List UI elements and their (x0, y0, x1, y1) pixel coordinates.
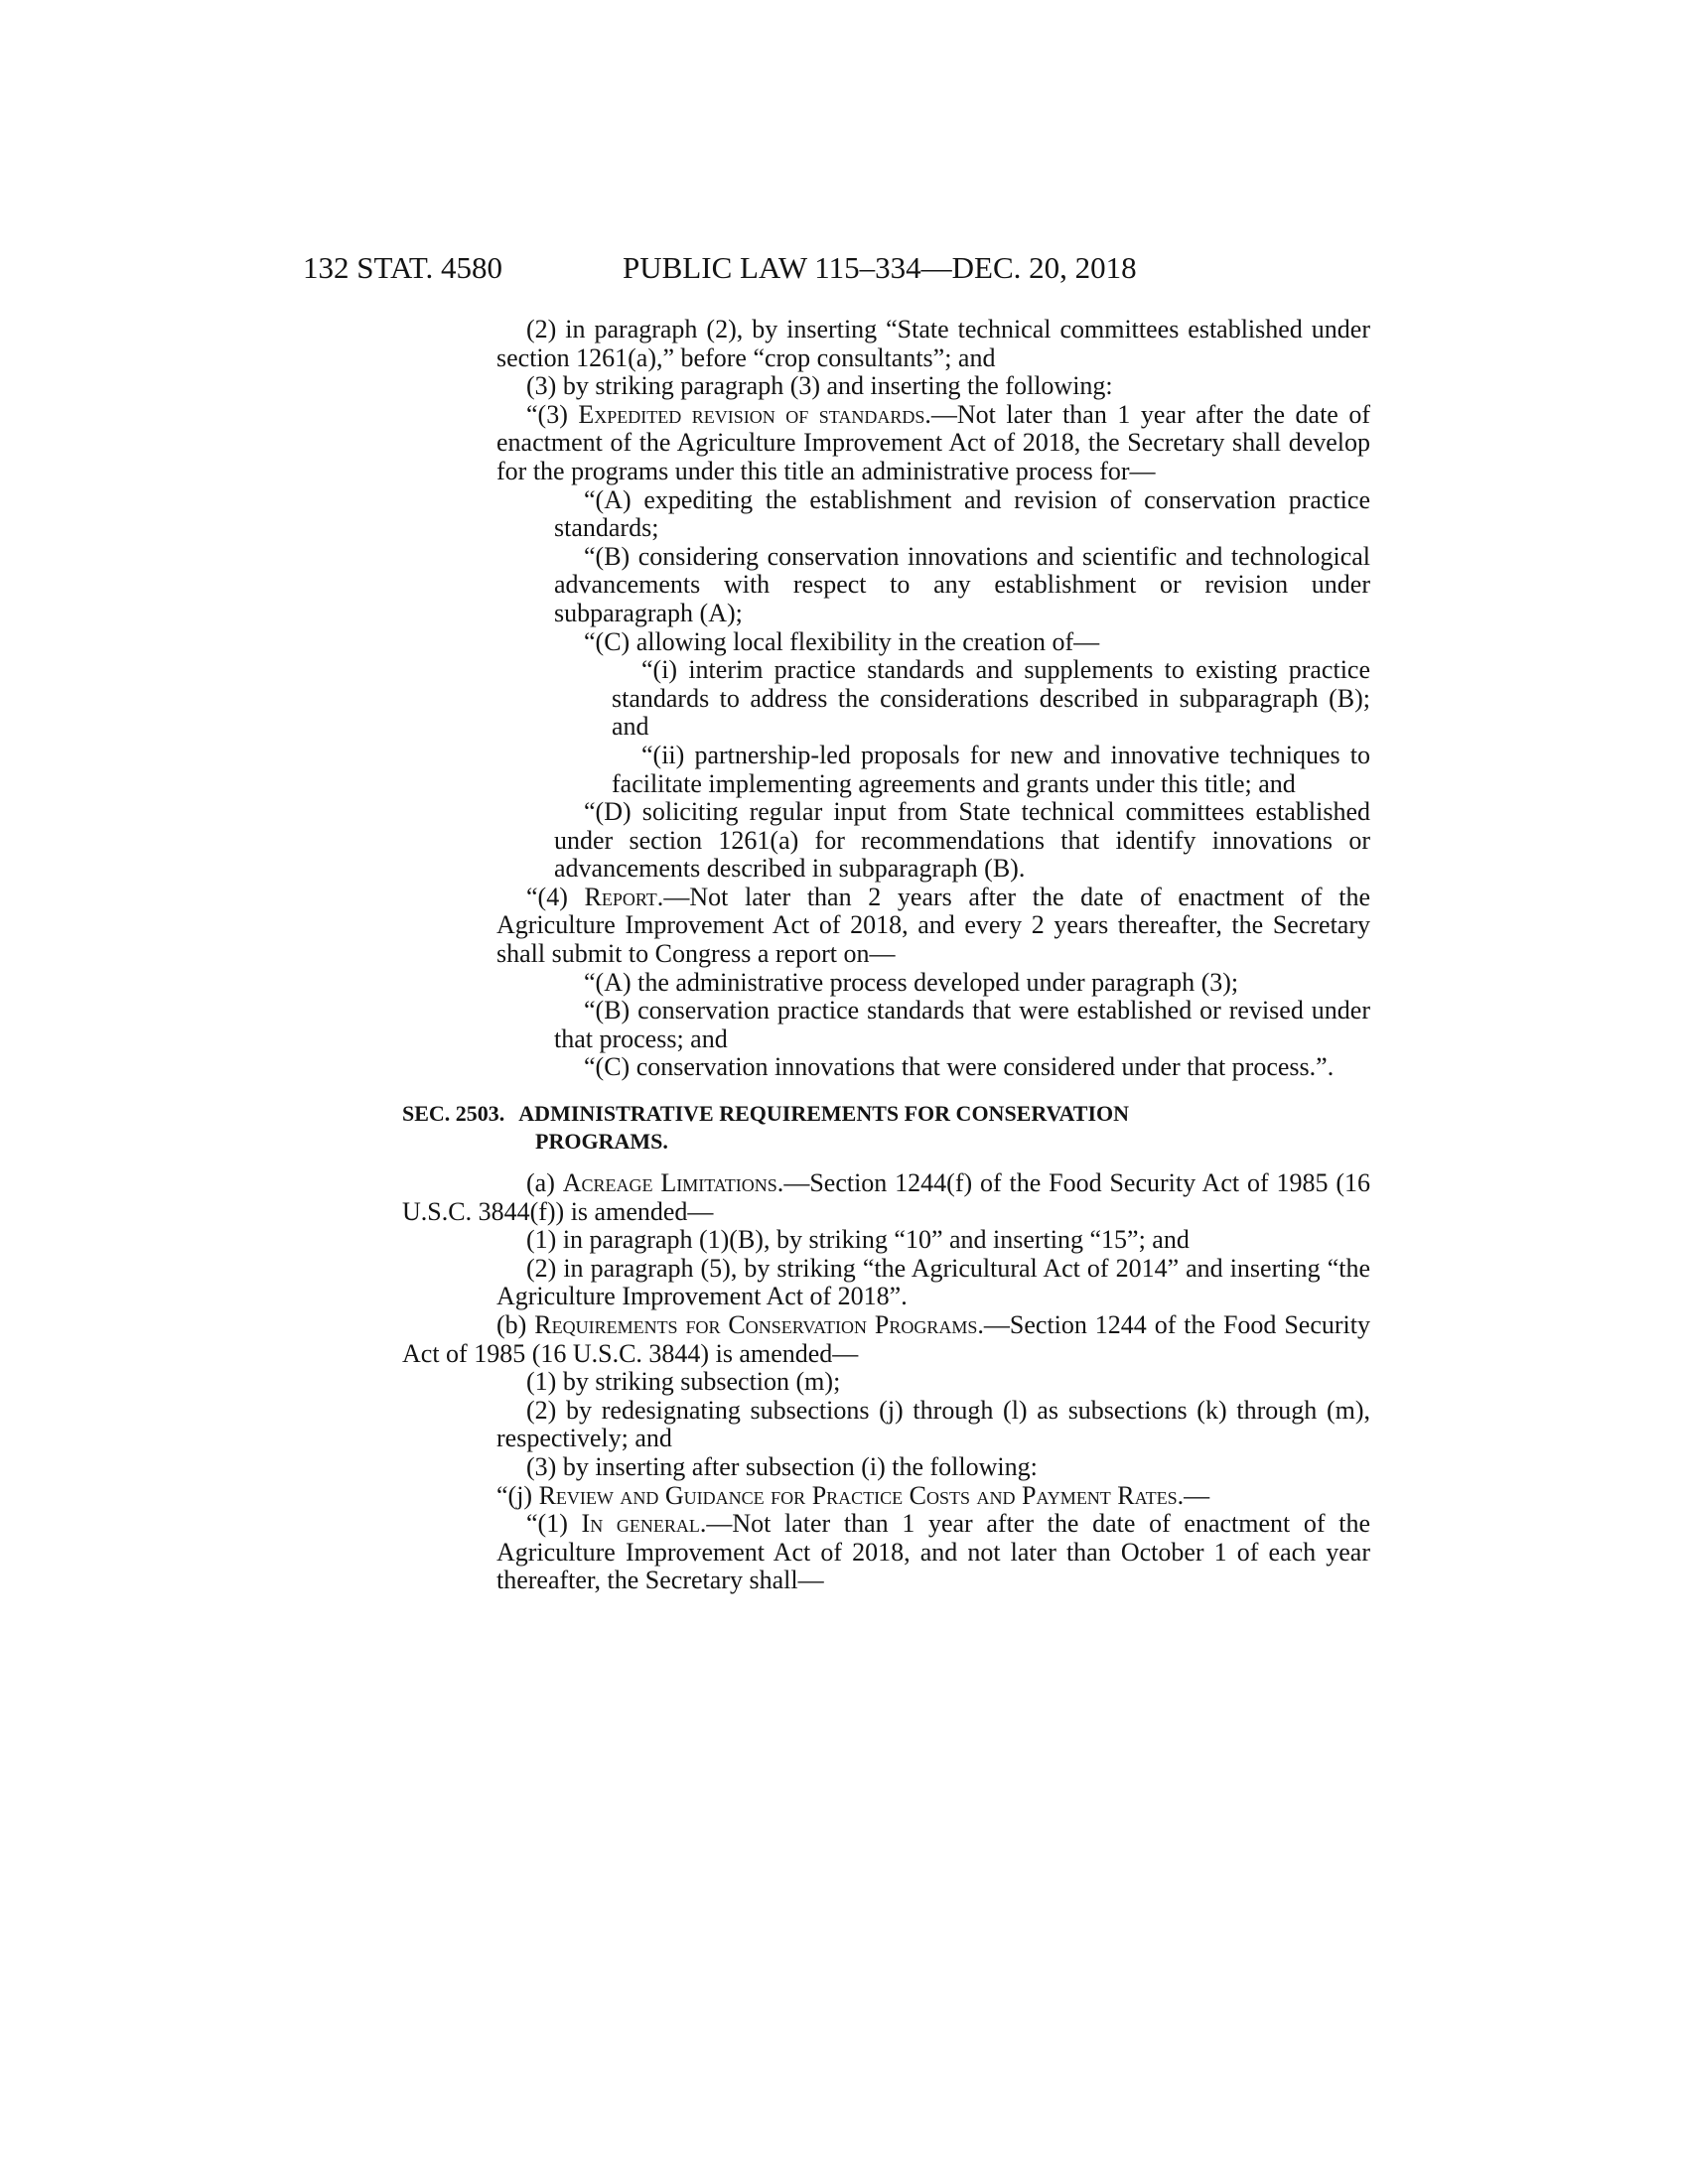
paragraph: “(j) Review and Guidance for Practice Costs and Payment Rates.— (496, 1480, 1210, 1510)
paragraph: (3) by striking paragraph (3) and inserting the following: (526, 371, 1113, 401)
section-heading (402, 1100, 1370, 1156)
section-title-continued: PROGRAMS. (535, 1129, 668, 1155)
section-number: SEC. 2503. (402, 1101, 505, 1127)
paragraph: (3) by inserting after subsection (i) the following: (526, 1451, 1038, 1481)
paragraph: “(4) Report.—Not later than 2 years after the date of enactment of the Agriculture Improvement Act of 2018, and every 2 years thereafter, the Secretary shall submit to Congress a report on— (496, 882, 1371, 969)
paragraph: (2) in paragraph (5), by striking “the Agricultural Act of 2014” and inserting “the Agriculture Improvement Act of 2018”. (496, 1253, 1370, 1311)
paragraph: (1) by striking subsection (m); (526, 1367, 841, 1397)
paragraph: “(B) considering conservation innovations and scientific and technological advancements with respect to any establishment or revision under subparagraph (A); (554, 541, 1370, 627)
paragraph: “(C) allowing local flexibility in the creation of— (584, 626, 1100, 656)
page-header (303, 245, 1370, 291)
section-title: ADMINISTRATIVE REQUIREMENTS FOR CONSERVATION (518, 1101, 1130, 1127)
statute-page-number: 132 STAT. 4580 (303, 250, 503, 285)
run-in-heading: In general. (581, 1509, 707, 1539)
paragraph: “(i) interim practice standards and supplements to existing practice standards to address the considerations described in subparagraph (B); and (612, 655, 1370, 742)
run-in-heading: Requirements for Conservation Programs. (534, 1310, 984, 1339)
run-in-heading: Acreage Limitations. (562, 1168, 784, 1198)
paragraph: (a) Acreage Limitations.—Section 1244(f) of the Food Security Act of 1985 (16 U.S.C. 3844(f)) is amended— (402, 1168, 1370, 1226)
paragraph: “(B) conservation practice standards that were established or revised under that process; and (554, 996, 1370, 1053)
paragraph: (1) in paragraph (1)(B), by striking “10” and inserting “15”; and (526, 1225, 1190, 1255)
run-in-heading: Review and Guidance for Practice Costs and Payment Rates. (538, 1480, 1185, 1510)
paragraph: “(1) In general.—Not later than 1 year after the date of enactment of the Agriculture Improvement Act of 2018, and not later than October 1 of each year thereafter, the Secretary shall— (496, 1509, 1370, 1595)
paragraph: “(ii) partnership-led proposals for new and innovative techniques to facilitate implementing agreements and grants under this title; and (612, 740, 1370, 798)
running-title: PUBLIC LAW 115–334—DEC. 20, 2018 (623, 250, 1137, 285)
paragraph: “(A) the administrative process developed under paragraph (3); (584, 967, 1239, 997)
run-in-heading: Expedited revision of standards. (578, 399, 931, 429)
document-body (402, 315, 1371, 1595)
paragraph: (2) in paragraph (2), by inserting “State technical committees established under section 1261(a),” before “crop consultants”; and (496, 315, 1370, 372)
paragraph: “(C) conservation innovations that were considered under that process.”. (584, 1052, 1335, 1082)
paragraph: “(D) soliciting regular input from State technical committees established under section 1261(a) for recommendations that identify innovations or advancements described in subparagraph (B). (554, 797, 1370, 884)
paragraph: (b) Requirements for Conservation Programs.—Section 1244 of the Food Security Act of 1985 (16 U.S.C. 3844) is amended— (402, 1310, 1370, 1368)
paragraph: “(A) expediting the establishment and revision of conservation practice standards; (554, 484, 1370, 543)
paragraph: “(3) Expedited revision of standards.—Not later than 1 year after the date of enactment of the Agriculture Improvement Act of 2018, the Secretary shall develop for the programs under this title an administrative process for— (496, 399, 1371, 485)
run-in-heading: Report. (584, 882, 664, 911)
paragraph: (2) by redesignating subsections (j) through (l) as subsections (k) through (m), respectively; and (496, 1395, 1370, 1453)
